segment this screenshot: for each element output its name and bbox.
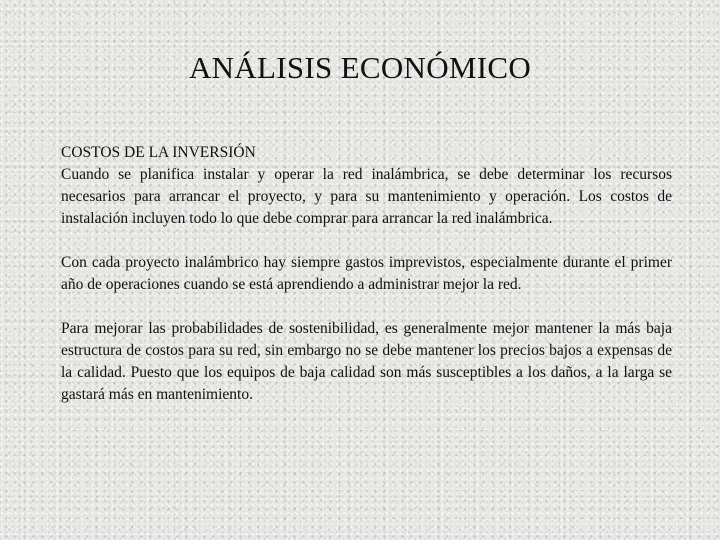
paragraph-installation-costs: Cuando se planifica instalar y operar la red inalámbrica, se debe determinar los recursos necesarios para arrancar el proyecto, y para su mantenimiento y operación. Los costos de instalación incluyen todo lo que debe comprar para arrancar la red inalámbrica. (61, 166, 672, 227)
paragraph-sustainability: Para mejorar las probabilidades de sostenibilidad, es generalmente mejor mantener la más baja estructura de costos para su red, sin embargo no se debe mantener los precios bajos a expensas de la calidad. Puesto que los equipos de baja calidad son más susceptibles a los daños, a la larga se gastará más en mantenimiento. (61, 320, 672, 403)
slide-title: ANÁLISIS ECONÓMICO (188, 50, 532, 85)
section-heading: COSTOS DE LA INVERSIÓN (61, 144, 256, 161)
slide-body (61, 142, 672, 406)
paragraph-unexpected-expenses: Con cada proyecto inalámbrico hay siempre gastos imprevistos, especialmente durante el primer año de operaciones cuando se está aprendiendo a administrar mejor la red. (61, 254, 672, 293)
